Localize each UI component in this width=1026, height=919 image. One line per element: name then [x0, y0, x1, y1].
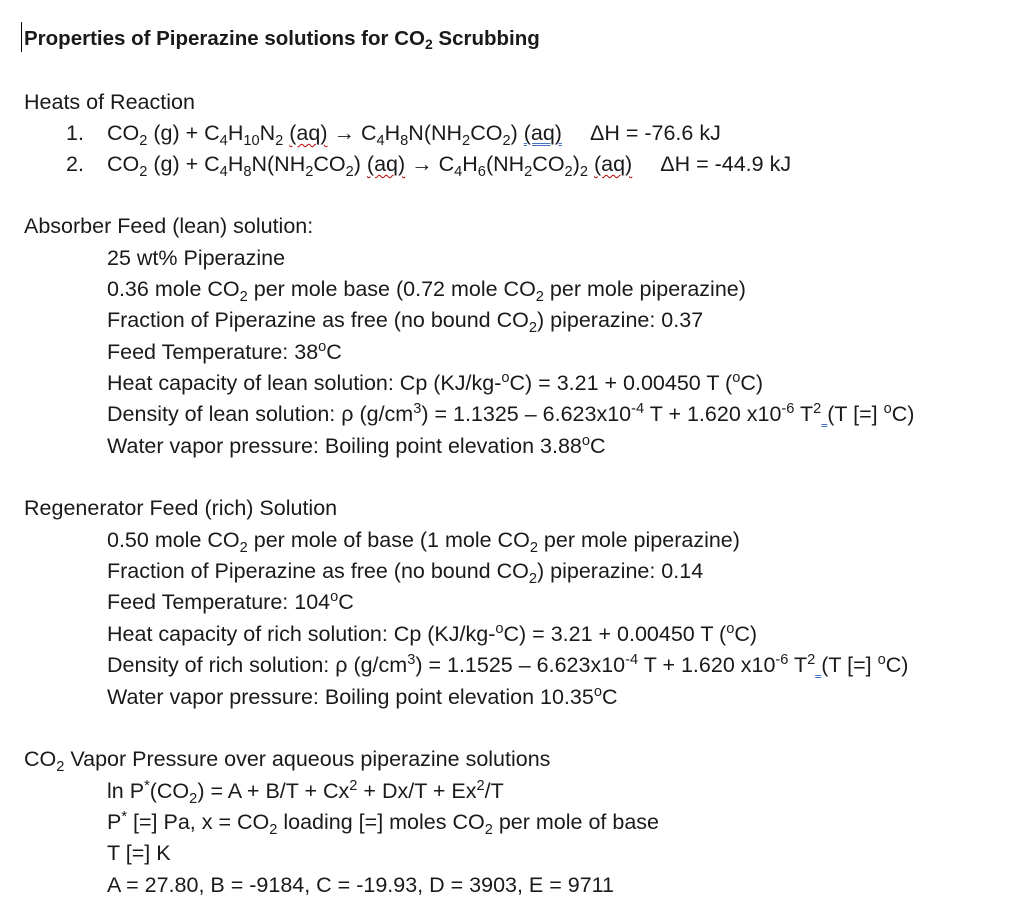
lean-free-fraction: Fraction of Piperazine as free (no bound $CO_2$) piperazine: 0.37: [107, 308, 704, 336]
vapor-units: P* [=] Pa, $x = CO_2$ loading [=] moles $CO_2$ per mole of base: [107, 808, 659, 838]
document-title: Properties of Piperazine solutions for $CO_2$ Scrubbing: [24, 27, 540, 53]
vapor-heading: $CO_2$ Vapor Pressure over aqueous piperazine solutions: [24, 747, 551, 775]
lean-density: Density of lean solution: ρ $(g/cm^3) = 1.1325 - 6.623x10^{-4}$ T + 1.620 $x10^{-6}$ $T^2$ (T [=] $^o$C): [107, 400, 915, 426]
rich-loading: 0.50 mole $CO_2$ per mole of base (1 mole $CO_2$ per mole piperazine): [107, 528, 740, 556]
text-cursor: [21, 22, 22, 52]
rich-heat-capacity: Heat capacity of rich solution: Cp (KJ/kg-$^o$C) = 3.21 + 0.00450 T ($^o$C): [107, 620, 758, 646]
reaction-1: 1. $CO_2$ $(g) + C_4H_{10}N_2$ $(aq) \to C_4H_8N(NH_2CO_2)$ (aq) ΔH = -76.6 kJ: [66, 121, 721, 149]
heats-heading: Heats of Reaction: [24, 90, 195, 114]
lean-vapor-pressure: Water vapor pressure: Boiling point elevation 3.88$^o$C: [107, 432, 606, 458]
absorber-heading: Absorber Feed (lean) solution:: [24, 214, 314, 238]
rich-free-fraction: Fraction of Piperazine as free (no bound $CO_2$) piperazine: 0.14: [107, 559, 704, 587]
lean-temperature: Feed Temperature: 38$^o$C: [107, 338, 342, 364]
vapor-equation: $\ln P^*(CO_2) = A + B/T + Cx^2 + Dx/T + Ex^2/T$: [107, 777, 504, 807]
rich-temperature: Feed Temperature: 104$^o$C: [107, 588, 354, 614]
rich-vapor-pressure: Water vapor pressure: Boiling point elevation 10.35$^o$C: [107, 683, 618, 709]
vapor-constants: A = 27.80, B = -9184, C = -19.93, D = 3903, E = 9711: [107, 873, 615, 897]
lean-heat-capacity: Heat capacity of lean solution: Cp (KJ/kg-$^o$C) = 3.21 + 0.00450 T ($^o$C): [107, 369, 764, 395]
lean-concentration: 25 wt% Piperazine: [107, 246, 286, 270]
regenerator-heading: Regenerator Feed (rich) Solution: [24, 496, 338, 520]
vapor-temperature-unit: T [=] K: [107, 841, 171, 865]
rich-density: Density of rich solution: ρ $(g/cm^3) = 1.1525 - 6.623x10^{-4}$ T + 1.620 $x10^{-6}$ $T^2$ (T [=] $^o$C): [107, 651, 909, 677]
reaction-2: 2. $CO_2$ $(g) + C_4H_8N(NH_2CO_2) (aq) \to C_4H_6(NH_2CO_2)_2$ (aq) ΔH = -44.9 kJ: [66, 152, 792, 180]
lean-loading: 0.36 mole $CO_2$ per mole base (0.72 mole $CO_2$ per mole piperazine): [107, 277, 746, 305]
